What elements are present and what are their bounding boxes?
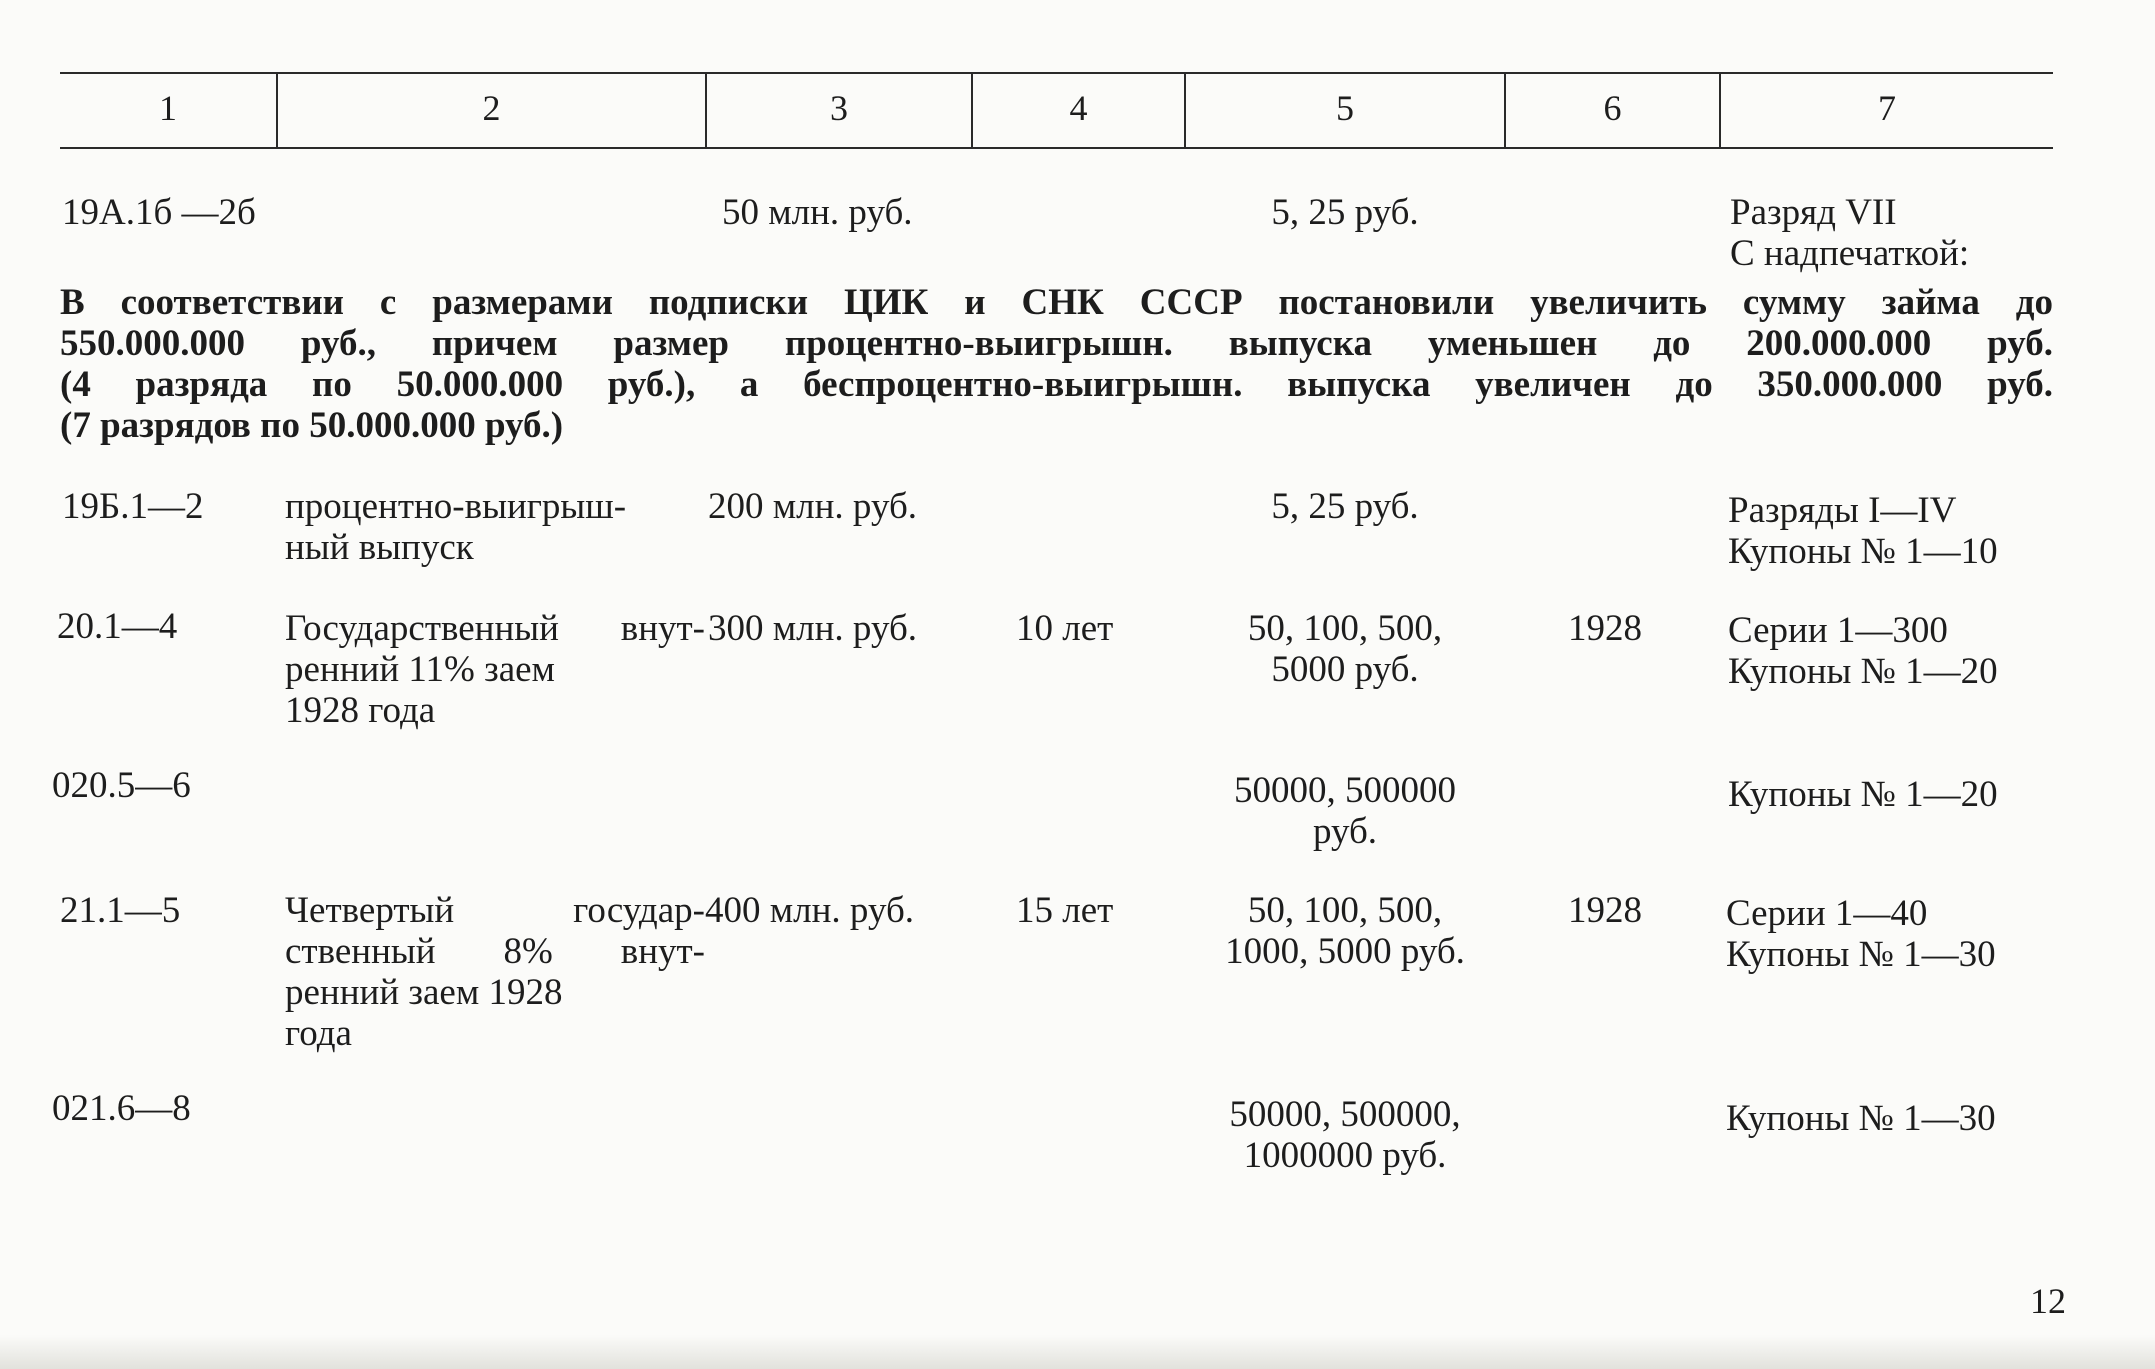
row-denomination	[1186, 1094, 1504, 1176]
denomination-line: 50, 100, 500,	[1247, 608, 1443, 649]
row-denomination	[1186, 486, 1504, 527]
row-denomination	[1186, 890, 1504, 972]
note-line: (7 разрядов по 50.000.000 руб.)	[60, 405, 564, 446]
row-notes	[1728, 490, 1998, 572]
row-id: 021.6—8	[52, 1088, 191, 1129]
notes-line: Купоны № 1—10	[1728, 531, 1998, 572]
column-number-3: 3	[830, 88, 848, 128]
row-amount: 50 млн. руб.	[722, 192, 913, 233]
denomination-line: 50000, 500000,	[1229, 1094, 1461, 1135]
notes-line: Серии 1—40	[1726, 893, 1928, 934]
description-line: 1928 года	[285, 690, 436, 731]
denomination-line: 1000, 5000 руб.	[1225, 931, 1465, 972]
row-id: 020.5—6	[52, 765, 191, 806]
header-top-rule	[60, 72, 2053, 74]
description-line: процентно-выигрыш-	[285, 486, 627, 527]
row-notes	[1726, 1098, 1996, 1139]
description-line: ренний 11% заем	[285, 649, 555, 690]
note-line: 550.000.000 руб., причем размер процентно-выигрышн. выпуска уменьшен до 200.000.000 руб.	[60, 323, 2053, 364]
column-number-4: 4	[1069, 88, 1088, 128]
row-notes	[1726, 893, 1996, 975]
column-number-6: 6	[1603, 88, 1622, 128]
row-denomination	[1186, 770, 1504, 852]
row-year: 1928	[1568, 890, 1642, 931]
note-line: В соответствии с размерами подписки ЦИК и СНК СССР постановили увеличить сумму займа до	[60, 282, 2053, 323]
notes-line: Купоны № 1—30	[1726, 1098, 1996, 1139]
row-denomination	[1186, 608, 1504, 690]
row-term: 15 лет	[1016, 890, 1114, 931]
row-id: 19Б.1—2	[62, 486, 204, 527]
denomination-line: 1000000 руб.	[1243, 1135, 1447, 1176]
row-description	[285, 890, 705, 1054]
notes-line: Купоны № 1—20	[1728, 774, 1998, 815]
denomination-line: 50000, 500000	[1234, 770, 1456, 811]
page-number: 12	[2030, 1281, 2066, 1321]
denomination-line: 50, 100, 500,	[1247, 890, 1443, 931]
denomination-line: 5, 25 руб.	[1271, 486, 1419, 527]
row-amount: 400 млн. руб.	[705, 890, 915, 931]
notes-line: Купоны № 1—20	[1728, 651, 1998, 692]
column-number-5: 5	[1336, 88, 1354, 128]
description-line: ренний заем 1928	[285, 972, 563, 1013]
row-term: 10 лет	[1016, 608, 1114, 649]
column-number-1: 1	[159, 88, 177, 128]
row-year: 1928	[1568, 608, 1642, 649]
row-notes	[1728, 774, 1998, 815]
row-id: 19А.1б —2б	[62, 192, 256, 233]
row-id: 20.1—4	[57, 606, 178, 647]
notes-line: Серии 1—300	[1728, 610, 1948, 651]
description-line: ный выпуск	[285, 527, 474, 568]
row-amount: 300 млн. руб.	[708, 608, 918, 649]
description-line: Четвертый государ-	[285, 890, 705, 931]
notes-line: С надпечаткой:	[1730, 233, 1970, 274]
row-notes	[1728, 610, 1998, 692]
row-amount: 200 млн. руб.	[708, 486, 918, 527]
description-line: ственный 8% внут-	[285, 931, 705, 972]
row-denomination	[1186, 192, 1504, 233]
notes-line: Разряд VII	[1730, 192, 1897, 233]
notes-line: Разряды I—IV	[1728, 490, 1957, 531]
description-line: Государственный внут-	[285, 608, 705, 649]
scan-edge-shadow	[0, 1335, 2155, 1369]
note-line: (4 разряда по 50.000.000 руб.), а беспроцентно-выигрышн. выпуска увеличен до 350.000.000 руб.	[60, 364, 2053, 405]
row-description	[285, 608, 705, 731]
denomination-line: 5000 руб.	[1271, 649, 1419, 690]
row-description	[285, 486, 705, 568]
denomination-line: руб.	[1312, 811, 1378, 852]
denomination-line: 5, 25 руб.	[1271, 192, 1419, 233]
bold-note-paragraph	[60, 282, 2053, 446]
column-number-7: 7	[1878, 88, 1896, 128]
row-notes	[1730, 192, 1969, 274]
column-number-2: 2	[482, 88, 501, 128]
description-line: года	[285, 1013, 352, 1054]
header-bottom-rule	[60, 147, 2053, 149]
row-id: 21.1—5	[60, 890, 181, 931]
notes-line: Купоны № 1—30	[1726, 934, 1996, 975]
